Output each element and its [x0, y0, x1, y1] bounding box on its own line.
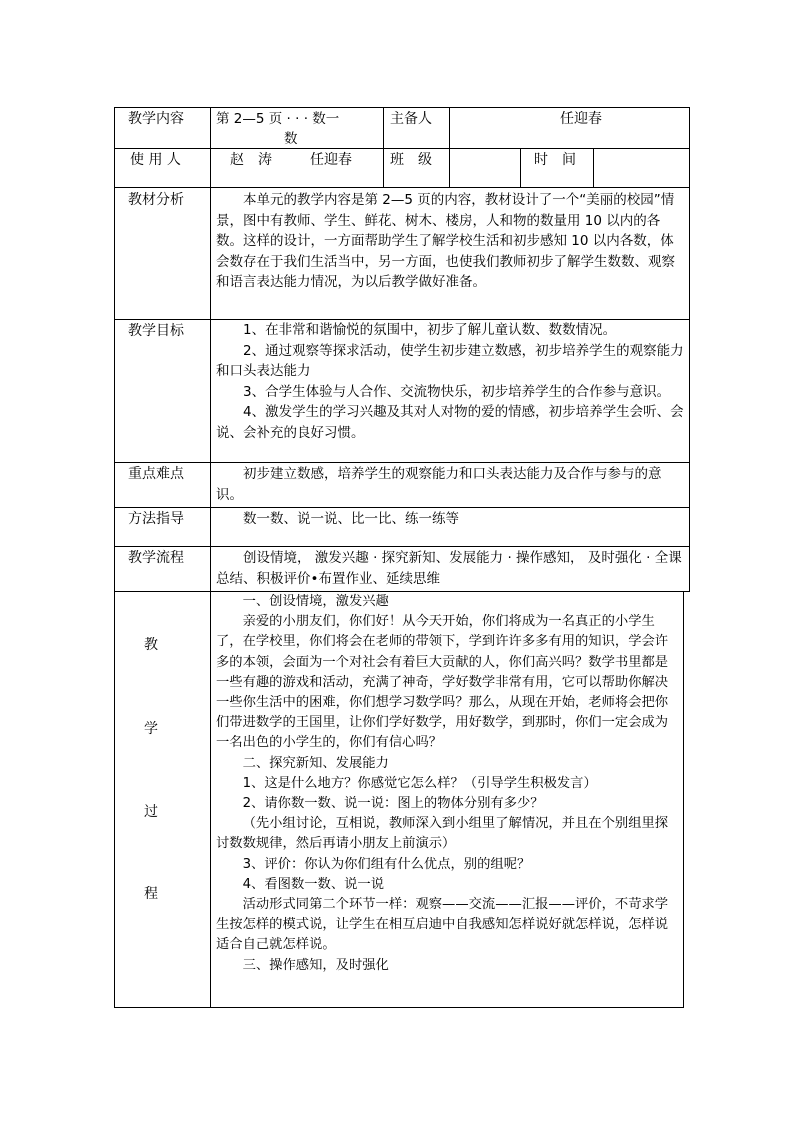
keypoints-text: [216, 464, 684, 505]
goal-item: 4、激发学生的学习兴趣及其对人对物的爱的情感，初步培养学生会听、会说、会补充的良好习惯。: [216, 404, 684, 441]
class-label: 班 级: [390, 152, 432, 168]
process-label-char: 过: [144, 804, 158, 820]
process-heading: 三、操作感知，及时强化: [242, 957, 389, 973]
time-label: 时 间: [534, 152, 576, 168]
goals-list: [216, 320, 686, 443]
keypoints-paragraph: 初步建立数感，培养学生的观察能力和口头表达能力及合作与参与的意识。: [216, 466, 662, 503]
process-note: （先小组讨论，互相说，教师深入到小组里了解情况，并且在个别组里探讨数数规律，然后再请小朋友上前演示）: [216, 816, 669, 852]
process-question: 1、这是什么地方？你感觉它怎么样？（引导学生积极发言）: [242, 775, 597, 791]
user-value-2: 任迎春: [310, 152, 352, 168]
goal-item: 1、在非常和谐愉悦的氛围中，初步了解儿童认数、数数情况。: [243, 322, 617, 338]
analysis-label: 教材分析: [128, 192, 184, 208]
preparer-label: 主备人: [390, 111, 432, 127]
process-heading: 二、探究新知、发展能力: [242, 755, 389, 771]
method-text: [216, 509, 684, 530]
flow-paragraph: 创设情境， 激发兴趣 · 探究新知、发展能力 · 操作感知， 及时强化 · 全课总结、积极评价•布置作业、延续思维: [216, 550, 682, 587]
process-paragraph: 亲爱的小朋友们，你们好！从今天开始，你们将成为一名真正的小学生了，在学校里，你们将会在老师的带领下，学到许许多多有用的知识，学会许多的本领，会面为一个对社会有着巨大贡献的人，你们高兴吗？数学书里都是一些有趣的游戏和活动，充满了神奇，学好数学非常有用，它可以帮助你解决一些你生活中的困难，你们想学习数学吗？那么，从现在开始，老师将会把你们带进数学的王国里，让你们学好数学，用好数学，到那时，你们一定会成为一名出色的小学生的，你们有信心吗？: [216, 614, 669, 751]
method-label: 方法指导: [128, 511, 184, 527]
user-value-1: 赵 涛: [230, 152, 272, 168]
process-label-cell: [114, 591, 211, 1008]
analysis-paragraph: 本单元的教学内容是第 2—5 页的内容，教材设计了一个“美丽的校园”情景，图中有教师、学生、鲜花、树木、楼房，人和物的数量用 10 以内的各数。这样的设计，一方面帮助学生了解学校生活和初步感知 10 以内各数，体会数存在于我们生活当中，另一方面，也使我们教师初步了解学生数数、观察和语言表达能力情况，为以后教学做好准备。: [216, 192, 675, 290]
process-question: 2、请你数一数、说一说：图上的物体分别有多少？: [242, 796, 544, 812]
process-heading: 一、创设情境，激发兴趣: [242, 594, 389, 609]
content-label: 教学内容: [128, 111, 184, 127]
process-question: 3、评价：你认为你们组有什么优点，别的组呢？: [242, 856, 531, 872]
process-text: [216, 592, 678, 976]
process-label-char: 程: [144, 886, 158, 902]
preparer-value: 任迎春: [560, 111, 602, 127]
process-note: 活动形式同第二个环节一样：观察——交流——汇报——评价，不苛求学生按怎样的模式说，让学生在相互启迪中自我感知怎样说好就怎样说，怎样说适合自己就怎样说。: [216, 897, 669, 953]
goal-item: 2、通过观察等探求活动，使学生初步建立数感，初步培养学生的观察能力和口头表达能力: [216, 342, 684, 379]
process-question: 4、看图数一数、说一说: [242, 876, 385, 892]
flow-label: 教学流程: [128, 550, 184, 566]
goals-label: 教学目标: [128, 323, 184, 339]
content-value-line2: 数: [284, 131, 298, 147]
process-label-char: 教: [144, 637, 158, 653]
goal-item: 3、合学生体验与人合作、交流物快乐，初步培养学生的合作参与意识。: [243, 383, 671, 400]
class-value-cell: [449, 148, 521, 188]
keypoints-label: 重点难点: [128, 466, 184, 482]
method-paragraph: 数一数、说一说、比一比、练一练等: [243, 511, 459, 527]
analysis-text: [216, 190, 684, 293]
time-value-cell: [593, 148, 690, 188]
content-value-line1: 第 2—5 页 · · · 数一: [216, 111, 340, 127]
user-label: 使 用 人: [130, 152, 181, 168]
process-label-char: 学: [144, 721, 158, 737]
flow-text: [216, 548, 684, 589]
